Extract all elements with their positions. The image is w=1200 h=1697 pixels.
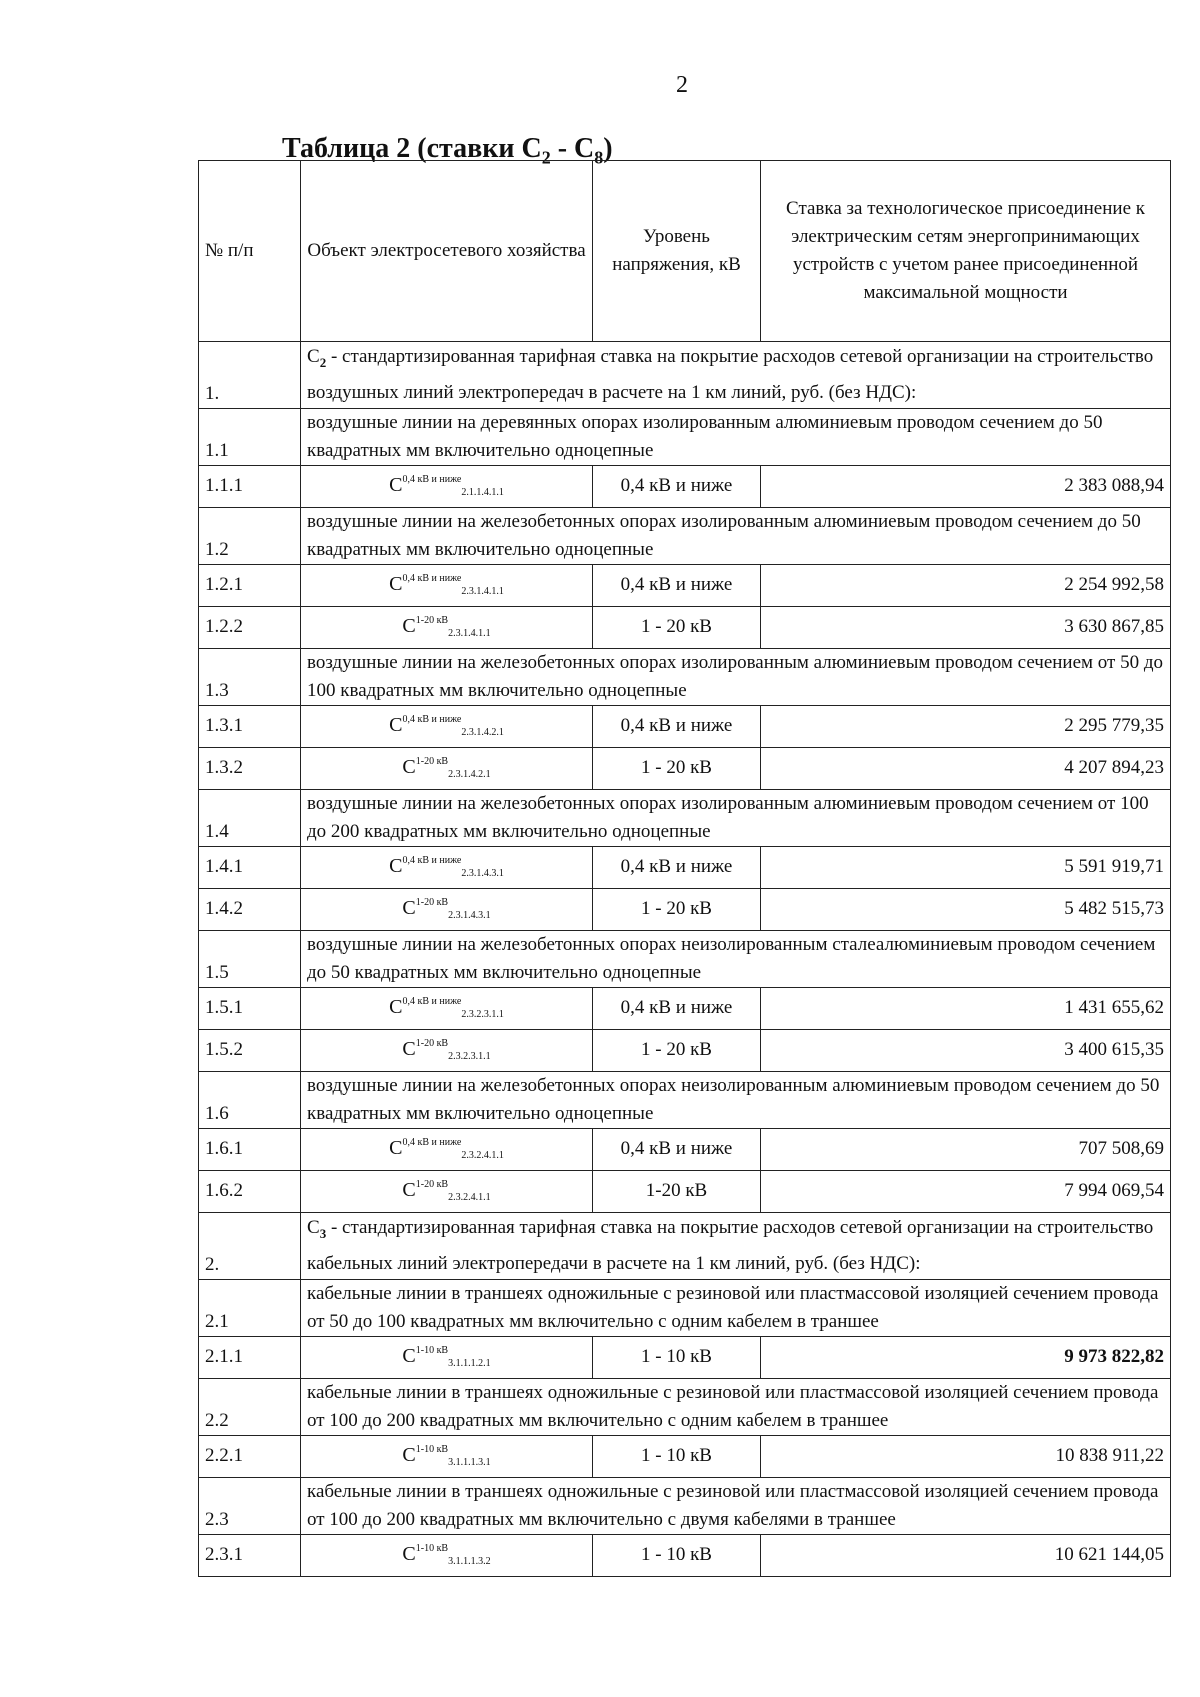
group-description: воздушные линии на деревянных опорах изолированным алюминиевым проводом сечением до 50 квадратных мм включительно одноцепные xyxy=(301,408,1171,465)
group-row xyxy=(199,408,1171,465)
voltage-value: 0,4 кВ и ниже xyxy=(593,465,761,507)
rate-code: $С^{0,4 кВ и ниже}_{2.3.1.4.1.1}$ xyxy=(301,564,593,606)
table-title: Таблица 2 (ставки $С_2 - С_8$) xyxy=(282,133,613,168)
row-num: 2.1.1 xyxy=(199,1336,301,1378)
price-value: 4 207 894,23 xyxy=(761,747,1171,789)
group-num: 2.3 xyxy=(199,1477,301,1534)
group-num: 1.1 xyxy=(199,408,301,465)
rate-code: $С^{1-20 кВ}_{2.3.1.4.2.1}$ xyxy=(301,747,593,789)
section-num: 2. xyxy=(199,1212,301,1279)
row-num: 1.1.1 xyxy=(199,465,301,507)
section-title: $С_3$ - стандартизированная тарифная ставка на покрытие расходов сетевой организации на строительство кабельных линий электропередачи в расчете на 1 км линий, руб. (без НДС): xyxy=(301,1212,1171,1279)
voltage-value: 1 - 20 кВ xyxy=(593,888,761,930)
voltage-value: 1 - 20 кВ xyxy=(593,1029,761,1071)
rate-code: $С^{1-20 кВ}_{2.3.2.3.1.1}$ xyxy=(301,1029,593,1071)
row-num: 1.5.1 xyxy=(199,987,301,1029)
voltage-value: 1 - 10 кВ xyxy=(593,1336,761,1378)
rate-code: $С^{1-10 кВ}_{3.1.1.1.3.1}$ xyxy=(301,1435,593,1477)
section-row xyxy=(199,1212,1171,1279)
table-row xyxy=(199,888,1171,930)
row-num: 1.3.2 xyxy=(199,747,301,789)
table-row xyxy=(199,1128,1171,1170)
price-value: 5 482 515,73 xyxy=(761,888,1171,930)
row-num: 1.4.2 xyxy=(199,888,301,930)
section-num: 1. xyxy=(199,342,301,409)
table-row xyxy=(199,1534,1171,1576)
section-title: $С_2$ - стандартизированная тарифная ставка на покрытие расходов сетевой организации на строительство воздушных линий электропередач в расчете на 1 км линий, руб. (без НДС): xyxy=(301,342,1171,409)
group-num: 1.3 xyxy=(199,648,301,705)
voltage-value: 0,4 кВ и ниже xyxy=(593,705,761,747)
row-num: 1.6.1 xyxy=(199,1128,301,1170)
table-row xyxy=(199,705,1171,747)
voltage-value: 0,4 кВ и ниже xyxy=(593,846,761,888)
table-row xyxy=(199,564,1171,606)
price-value: 9 973 822,82 xyxy=(761,1336,1171,1378)
header-num: № п/п xyxy=(199,161,301,342)
rate-code: $С^{0,4 кВ и ниже}_{2.3.2.3.1.1}$ xyxy=(301,987,593,1029)
row-num: 1.5.2 xyxy=(199,1029,301,1071)
price-value: 5 591 919,71 xyxy=(761,846,1171,888)
voltage-value: 1 - 20 кВ xyxy=(593,747,761,789)
rate-code: $С^{0,4 кВ и ниже}_{2.3.1.4.3.1}$ xyxy=(301,846,593,888)
voltage-value: 1 - 10 кВ xyxy=(593,1435,761,1477)
group-row xyxy=(199,789,1171,846)
table-row xyxy=(199,1435,1171,1477)
price-value: 2 295 779,35 xyxy=(761,705,1171,747)
rate-code: $С^{0,4 кВ и ниже}_{2.3.1.4.2.1}$ xyxy=(301,705,593,747)
row-num: 1.4.1 xyxy=(199,846,301,888)
row-num: 1.2.2 xyxy=(199,606,301,648)
rate-code: $С^{1-10 кВ}_{3.1.1.1.3.2}$ xyxy=(301,1534,593,1576)
price-value: 707 508,69 xyxy=(761,1128,1171,1170)
table-row xyxy=(199,747,1171,789)
group-description: воздушные линии на железобетонных опорах изолированным алюминиевым проводом сечением от 50 до 100 квадратных мм включительно одноцепные xyxy=(301,648,1171,705)
rate-code: $С^{0,4 кВ и ниже}_{2.3.2.4.1.1}$ xyxy=(301,1128,593,1170)
group-row xyxy=(199,1279,1171,1336)
table-row xyxy=(199,1170,1171,1212)
tariff-table xyxy=(198,160,1171,1577)
rate-code: $С^{1-20 кВ}_{2.3.2.4.1.1}$ xyxy=(301,1170,593,1212)
price-value: 2 383 088,94 xyxy=(761,465,1171,507)
row-num: 2.2.1 xyxy=(199,1435,301,1477)
group-row xyxy=(199,648,1171,705)
voltage-value: 0,4 кВ и ниже xyxy=(593,1128,761,1170)
row-num: 1.3.1 xyxy=(199,705,301,747)
header-object: Объект электросетевого хозяйства xyxy=(301,161,593,342)
price-value: 7 994 069,54 xyxy=(761,1170,1171,1212)
voltage-value: 1 - 10 кВ xyxy=(593,1534,761,1576)
group-row xyxy=(199,1378,1171,1435)
price-value: 1 431 655,62 xyxy=(761,987,1171,1029)
price-value: 10 838 911,22 xyxy=(761,1435,1171,1477)
group-num: 1.5 xyxy=(199,930,301,987)
group-description: кабельные линии в траншеях одножильные с резиновой или пластмассовой изоляцией сечением провода от 100 до 200 квадратных мм включительно с одним кабелем в траншее xyxy=(301,1378,1171,1435)
voltage-value: 1 - 20 кВ xyxy=(593,606,761,648)
group-description: воздушные линии на железобетонных опорах неизолированным сталеалюминиевым проводом сечением до 50 квадратных мм включительно одноцепные xyxy=(301,930,1171,987)
price-value: 10 621 144,05 xyxy=(761,1534,1171,1576)
voltage-value: 0,4 кВ и ниже xyxy=(593,987,761,1029)
row-num: 1.6.2 xyxy=(199,1170,301,1212)
group-description: воздушные линии на железобетонных опорах изолированным алюминиевым проводом сечением до 50 квадратных мм включительно одноцепные xyxy=(301,507,1171,564)
group-num: 1.4 xyxy=(199,789,301,846)
voltage-value: 1-20 кВ xyxy=(593,1170,761,1212)
group-row xyxy=(199,930,1171,987)
table-row xyxy=(199,606,1171,648)
group-row xyxy=(199,1477,1171,1534)
table-row xyxy=(199,846,1171,888)
rate-code: $С^{1-10 кВ}_{3.1.1.1.2.1}$ xyxy=(301,1336,593,1378)
row-num: 1.2.1 xyxy=(199,564,301,606)
header-rate: Ставка за технологическое присоединение к электрическим сетям энергопринимающих устройств с учетом ранее присоединенной максимальной мощности xyxy=(761,161,1171,342)
price-value: 3 400 615,35 xyxy=(761,1029,1171,1071)
group-num: 1.6 xyxy=(199,1071,301,1128)
group-row xyxy=(199,1071,1171,1128)
section-row xyxy=(199,342,1171,409)
group-num: 1.2 xyxy=(199,507,301,564)
group-num: 2.1 xyxy=(199,1279,301,1336)
rate-code: $С^{1-20 кВ}_{2.3.1.4.3.1}$ xyxy=(301,888,593,930)
group-num: 2.2 xyxy=(199,1378,301,1435)
header-voltage: Уровень напряжения, кВ xyxy=(593,161,761,342)
table-row xyxy=(199,1029,1171,1071)
rate-code: $С^{1-20 кВ}_{2.3.1.4.1.1}$ xyxy=(301,606,593,648)
table-row xyxy=(199,987,1171,1029)
page-number: 2 xyxy=(676,72,688,98)
table-row xyxy=(199,465,1171,507)
price-value: 3 630 867,85 xyxy=(761,606,1171,648)
price-value: 2 254 992,58 xyxy=(761,564,1171,606)
group-row xyxy=(199,507,1171,564)
rate-code: $С^{0,4 кВ и ниже}_{2.1.1.4.1.1}$ xyxy=(301,465,593,507)
header-row xyxy=(199,161,1171,342)
group-description: воздушные линии на железобетонных опорах неизолированным алюминиевым проводом сечением до 50 квадратных мм включительно одноцепные xyxy=(301,1071,1171,1128)
group-description: кабельные линии в траншеях одножильные с резиновой или пластмассовой изоляцией сечением провода от 100 до 200 квадратных мм включительно с двумя кабелями в траншее xyxy=(301,1477,1171,1534)
group-description: кабельные линии в траншеях одножильные с резиновой или пластмассовой изоляцией сечением провода от 50 до 100 квадратных мм включительно с одним кабелем в траншее xyxy=(301,1279,1171,1336)
group-description: воздушные линии на железобетонных опорах изолированным алюминиевым проводом сечением от 100 до 200 квадратных мм включительно одноцепные xyxy=(301,789,1171,846)
voltage-value: 0,4 кВ и ниже xyxy=(593,564,761,606)
row-num: 2.3.1 xyxy=(199,1534,301,1576)
table-row xyxy=(199,1336,1171,1378)
